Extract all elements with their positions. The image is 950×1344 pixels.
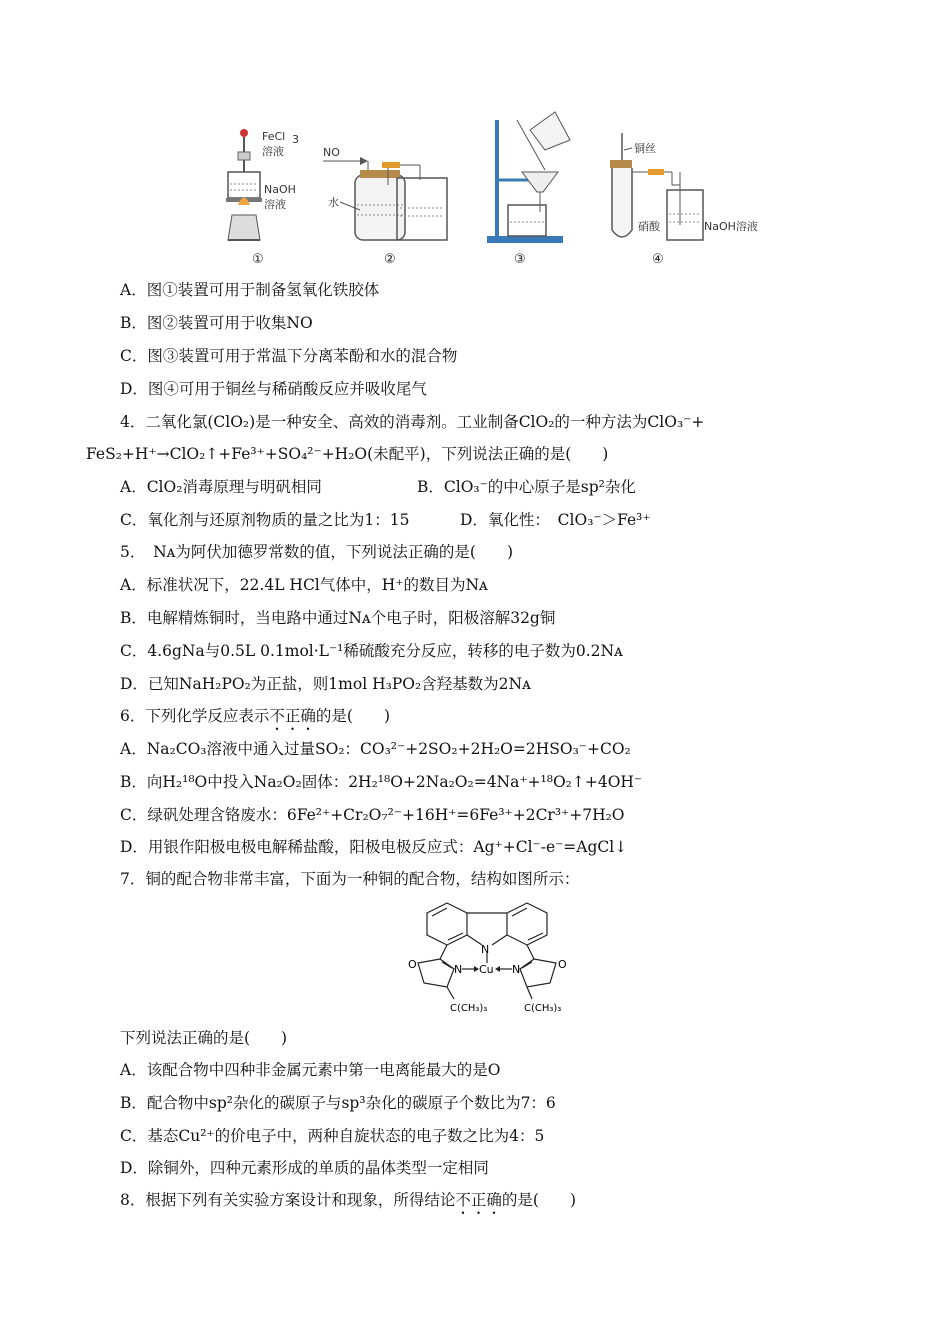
apparatus-3 [487, 112, 570, 267]
q7-option-c: C．基态Cu²⁺的价电子中，两种自旋状态的电子数之比为4：5 [120, 1127, 545, 1145]
q4-option-a: A．ClO₂消毒原理与明矾相同 [120, 478, 322, 496]
emphasis-not-correct-q8: 不正确 [455, 1191, 502, 1209]
figure-number-4: ④ [652, 252, 664, 267]
figure-number-2: ② [384, 252, 396, 267]
copper-wire-label: 铜丝 [634, 142, 656, 155]
q6-option-d: D．用银作阳极电极电解稀盐酸，阳极电极反应式：Ag⁺+Cl⁻-e⁻=AgCl↓ [120, 838, 628, 856]
no-label: NO [323, 146, 340, 159]
apparatus-figure [0, 0, 950, 275]
q5-option-a: A．标准状况下，22.4L HCl气体中，H⁺的数目为Nᴀ [120, 576, 488, 594]
q7-option-a: A．该配合物中四种非金属元素中第一电离能最大的是O [120, 1061, 501, 1079]
q5-stem: 5． Nᴀ为阿伏加德罗常数的值，下列说法正确的是( ) [120, 543, 514, 561]
apparatus-1 [226, 129, 299, 267]
atom-o-right: O [558, 958, 567, 971]
naoh-solution-label: 溶液 [264, 198, 286, 211]
atom-cu: Cu [479, 963, 494, 976]
tbu-right-label: C(CH₃)₃ [524, 1003, 562, 1014]
water-label: 水 [328, 196, 339, 209]
q7-stem: 7．铜的配合物非常丰富，下面为一种铜的配合物，结构如图所示： [120, 870, 580, 888]
q4-stem-line1: 4．二氧化氯(ClO₂)是一种安全、高效的消毒剂。工业制备ClO₂的一种方法为ClO₃⁻+ [120, 413, 705, 431]
nitric-acid-label: 硝酸 [638, 220, 660, 233]
atom-o-left: O [408, 958, 417, 971]
atom-n-center: N [481, 943, 490, 956]
q7-option-d: D．除铜外，四种元素形成的单质的晶体类型一定相同 [120, 1159, 489, 1177]
atom-n-left: N [454, 963, 463, 976]
tbu-left-label: C(CH₃)₃ [450, 1003, 488, 1014]
q4-option-c: C．氧化剂与还原剂物质的量之比为1：15 [120, 511, 410, 529]
q7-option-b: B．配合物中sp²杂化的碳原子与sp³杂化的碳原子个数比为7：6 [120, 1094, 556, 1112]
q4-option-b: B．ClO₃⁻的中心原子是sp²杂化 [417, 478, 636, 496]
q6-option-b: B．向H₂¹⁸O中投入Na₂O₂固体：2H₂¹⁸O+2Na₂O₂=4Na⁺+¹⁸O₂↑+4OH⁻ [120, 773, 643, 791]
naoh-label: NaOH [264, 183, 296, 196]
atom-n-right: N [512, 963, 521, 976]
figure-number-1: ① [252, 252, 264, 267]
apparatus-4 [610, 133, 758, 267]
svg-text:3: 3 [292, 133, 299, 146]
figure-number-3: ③ [514, 252, 526, 267]
q6-stem: 6．下列化学反应表示不正确的是( ) [120, 707, 390, 725]
q3-option-a: A．图①装置可用于制备氢氧化铁胶体 [120, 281, 380, 299]
q3-option-d: D．图④可用于铜丝与稀硝酸反应并吸收尾气 [120, 380, 427, 398]
q7-question: 下列说法正确的是( ) [120, 1029, 288, 1047]
fecl3-label: FeCl [262, 130, 286, 143]
emphasis-not-correct: 不正确 [269, 707, 316, 725]
fecl3-solution-label: 溶液 [262, 145, 284, 158]
naoh-solution-label-2: NaOH溶液 [704, 220, 758, 233]
q4-option-d: D．氧化性： ClO₃⁻＞Fe³⁺ [460, 511, 651, 529]
q5-option-b: B．电解精炼铜时，当电路中通过Nᴀ个电子时，阳极溶解32g铜 [120, 609, 556, 627]
q8-stem: 8．根据下列有关实验方案设计和现象，所得结论不正确的是( ) [120, 1191, 576, 1209]
q6-option-c: C．绿矾处理含铬废水：6Fe²⁺+Cr₂O₇²⁻+16H⁺=6Fe³⁺+2Cr³⁺+7H₂O [120, 806, 625, 824]
q6-option-a: A．Na₂CO₃溶液中通入过量SO₂：CO₃²⁻+2SO₂+2H₂O=2HSO₃⁻+CO₂ [120, 740, 631, 758]
apparatus-2 [323, 146, 447, 267]
copper-complex-structure [392, 895, 582, 1015]
q3-option-b: B．图②装置可用于收集NO [120, 314, 313, 332]
q5-option-d: D．已知NaH₂PO₂为正盐，则1mol H₃PO₂含羟基数为2Nᴀ [120, 675, 531, 693]
q5-option-c: C．4.6gNa与0.5L 0.1mol·L⁻¹稀硫酸充分反应，转移的电子数为0.2Nᴀ [120, 642, 623, 660]
q4-stem-line2: FeS₂+H⁺→ClO₂↑+Fe³⁺+SO₄²⁻+H₂O(未配平)，下列说法正确的是( ) [86, 445, 609, 463]
q3-option-c: C．图③装置可用于常温下分离苯酚和水的混合物 [120, 347, 458, 365]
